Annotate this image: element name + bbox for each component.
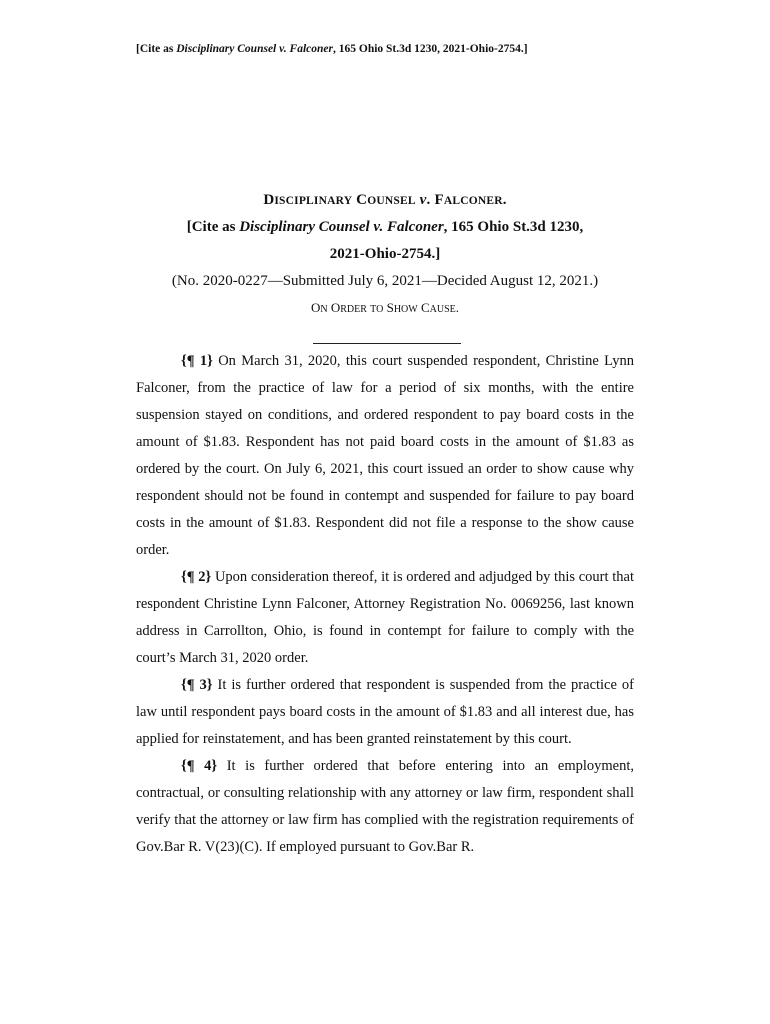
paragraph-2 <box>136 564 634 672</box>
order-word5-rest: AUSE <box>429 304 456 315</box>
docket-line: (No. 2020-0227—Submitted July 6, 2021—Decided August 12, 2021.) <box>171 273 599 289</box>
case-title-period: . <box>502 192 507 208</box>
order-word2-initial: O <box>330 300 341 315</box>
paragraph-number: {¶ 4} <box>181 758 218 774</box>
order-word4-initial: S <box>386 300 394 315</box>
paragraph-text: It is further ordered that before entering into an employment, contractual, or consulting relationship with any attorney or law firm, respondent shall verify that the attorney or law firm has complied with the registration requirements of Gov.Bar R. V(23)(C). If employed pursuant to Gov.Bar R. <box>136 758 634 855</box>
paragraph-text: On March 31, 2020, this court suspended respondent, Christine Lynn Falconer, from the practice of law for a period of six months, with the entire suspension stayed on conditions, and ordered respondent to pay board costs in the amount of $1.83. Respondent has not paid board costs in the amount of $1.83 as ordered by the court. On July 6, 2021, this court issued an order to show cause why respondent should not be found in contempt and suspended for failure to pay board costs in the amount of $1.83. Respondent did not file a response to the show cause order. <box>136 353 634 558</box>
order-word3: TO <box>370 304 384 315</box>
paragraph-number: {¶ 2} <box>181 569 212 585</box>
paragraph-1 <box>136 348 634 564</box>
order-word1-rest: N <box>320 304 328 315</box>
order-period: . <box>455 300 459 315</box>
paragraph-text: It is further ordered that respondent is suspended from the practice of law until respondent pays board costs in the amount of $1.83 and all interest due, has applied for reinstatement, and has been granted reinstatement by this court. <box>136 677 635 747</box>
citation-line-2: 2021-Ohio-2754.] <box>329 246 441 262</box>
citation-line-1 <box>0 219 770 236</box>
order-type-heading <box>0 300 770 316</box>
case-title-word3-rest: ALCONER <box>443 195 503 207</box>
case-title-versus: v <box>419 192 427 208</box>
citation-prefix: [Cite as <box>186 219 240 235</box>
citation-case-name: Disciplinary Counsel v. Falconer <box>239 219 444 235</box>
case-title-word3-initial: F <box>434 192 444 208</box>
order-word4-rest: HOW <box>393 304 418 315</box>
paragraph-3 <box>136 672 634 753</box>
order-word2-rest: RDER <box>340 304 367 315</box>
case-title-word1-rest: ISCIPLINARY <box>274 195 353 207</box>
case-title-word1-initial: D <box>263 192 275 208</box>
case-title-word2-rest: OUNSEL <box>367 195 416 207</box>
case-title: DISCIPLINARY COUNSEL v. FALCONER. <box>263 192 507 208</box>
running-head-prefix: [Cite as <box>136 43 177 55</box>
case-title-word2-initial: C <box>356 192 368 208</box>
order-word1-initial: O <box>310 300 321 315</box>
opinion-body <box>136 348 634 861</box>
running-head-case-name: Disciplinary Counsel v. Falconer <box>176 43 333 55</box>
order-word5-initial: C <box>420 300 430 315</box>
citation-suffix: , 165 Ohio St.3d 1230, <box>443 219 584 235</box>
paragraph-text: Upon consideration thereof, it is ordered and adjudged by this court that respondent Christine Lynn Falconer, Attorney Registration No. 0069256, last known address in Carrollton, Ohio, is found in contempt for failure to comply with the court’s March 31, 2020 order. <box>136 569 634 666</box>
paragraph-4 <box>136 753 634 861</box>
running-head-citation <box>136 43 528 55</box>
separator-rule <box>313 343 461 344</box>
running-head-suffix: , 165 Ohio St.3d 1230, 2021-Ohio-2754.] <box>333 43 528 55</box>
paragraph-number: {¶ 3} <box>181 677 213 693</box>
paragraph-number: {¶ 1} <box>181 353 213 369</box>
